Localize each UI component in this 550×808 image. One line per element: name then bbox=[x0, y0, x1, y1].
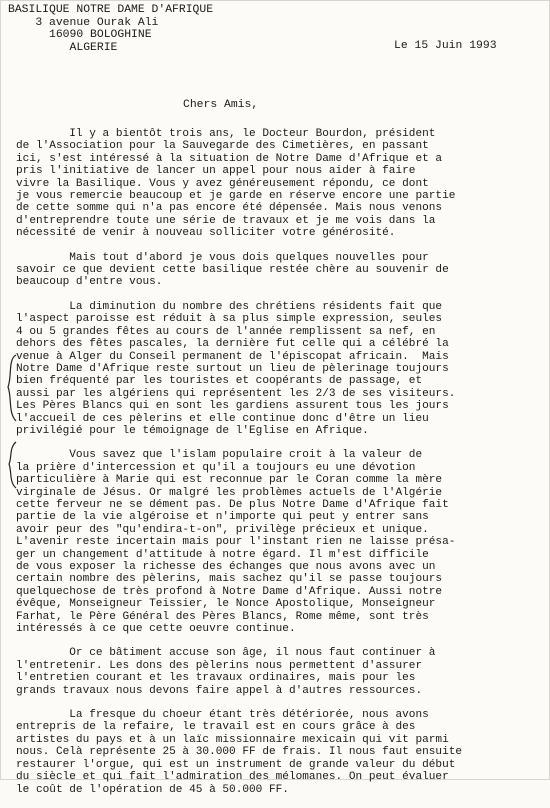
text-line: d'entreprendre toute une série de travaux et je me vois dans la bbox=[16, 214, 436, 227]
sender-street: 3 avenue Ourak Ali bbox=[8, 16, 159, 29]
text-line: privilégié pour le témoignage de l'Eglise en Afrique. bbox=[16, 424, 369, 437]
text-line: Farhat, le Père Général des Pères Blancs, Rome même, sont très bbox=[16, 610, 429, 623]
text-line: ger un changement d'attitude à notre égard. Il m'est difficile bbox=[16, 548, 429, 561]
letter-date: Le 15 Juin 1993 bbox=[394, 40, 497, 52]
text-line: La diminution du nombre des chrétiens résidents fait que bbox=[16, 300, 443, 313]
text-line: du siècle et qui fait l'admiration des mélomanes. On peut évaluer bbox=[16, 771, 449, 784]
text-line: Notre Dame d'Afrique reste surtout un lieu de pèlerinage toujours bbox=[16, 362, 449, 375]
text-line: 4 ou 5 grandes fêtes au cours de l'année remplissent sa nef, en bbox=[16, 325, 436, 338]
text-line: ici, s'est intéressé à la situation de Notre Dame d'Afrique et a bbox=[16, 152, 443, 165]
paragraph-2 bbox=[16, 252, 536, 289]
paragraph-4 bbox=[16, 449, 536, 635]
text-line: la prière d'intercession et qu'il a toujours eu une dévotion bbox=[16, 461, 416, 474]
text-line: intéressés à ce que cette oeuvre continue. bbox=[16, 623, 296, 636]
text-line: savoir ce que devient cette basilique restée chère au souvenir de bbox=[16, 264, 449, 277]
text-line: l'entretien courant et les travaux ordinaires, mais pour les bbox=[16, 672, 416, 685]
text-line: bien fréquenté par les touristes et coopérants de passage, et bbox=[16, 375, 423, 388]
sender-address bbox=[8, 4, 213, 54]
text-line: certain nombre des pèlerins, mais sachez qu'il se passe toujours bbox=[16, 573, 443, 586]
paragraph-3 bbox=[16, 301, 536, 437]
text-line: La fresque du choeur étant très détériorée, nous avons bbox=[16, 709, 429, 722]
text-line: Mais tout d'abord je vous dois quelques nouvelles pour bbox=[16, 251, 429, 264]
paragraph-1 bbox=[16, 128, 536, 240]
text-line: Vous savez que l'islam populaire croit à la valeur de bbox=[16, 449, 423, 462]
text-line: Or ce bâtiment accuse son âge, il nous faut continuer à bbox=[16, 647, 436, 660]
text-line: dehors des fêtes pascales, la dernière fut celle qui a célébré la bbox=[16, 338, 449, 351]
text-line: vivre la Basilique. Vous y avez généreusement répondu, ce dont bbox=[16, 177, 429, 190]
sender-name: BASILIQUE NOTRE DAME D'AFRIQUE bbox=[8, 4, 214, 16]
sender-country: ALGERIE bbox=[8, 41, 118, 54]
text-line: avoir peur des "qu'endira-t-on", privilège précieux et unique. bbox=[16, 523, 429, 536]
paragraph-5 bbox=[16, 647, 536, 697]
sender-city: 16090 BOLOGHINE bbox=[8, 29, 152, 42]
greeting: Chers Amis, bbox=[183, 99, 259, 111]
text-line: quelquechose de très profond à Notre Dame d'Afrique. Aussi notre bbox=[16, 585, 443, 598]
text-line: nous. Celà représente 25 à 30.000 FF de frais. Il nous faut ensuite bbox=[16, 746, 463, 759]
text-line: l'accueil de ces pèlerins et elle continue donc d'être un lieu bbox=[16, 412, 429, 425]
text-line: Il y a bientôt trois ans, le Docteur Bourdon, président bbox=[16, 128, 436, 140]
text-line: virginale de Jésus. Or malgré les problèmes actuels de l'Algérie bbox=[16, 486, 443, 499]
text-line: de l'Association pour la Sauvegarde des Cimetières, en passant bbox=[16, 140, 429, 153]
text-line: de cette somme qui n'a pas encore été dépensée. Mais nous venons bbox=[16, 202, 443, 215]
letter-body bbox=[16, 128, 536, 808]
text-line: l'aspect paroisse est réduit à sa plus simple expression, seules bbox=[16, 313, 443, 326]
text-line: le coût de l'opération de 45 à 50.000 FF. bbox=[16, 783, 289, 796]
text-line: venue à Alger du Conseil permanent de l'épiscopat africain. Mais bbox=[16, 350, 449, 363]
text-line: nécessité de venir à nouveau solliciter votre générosité. bbox=[16, 227, 396, 240]
paragraph-6 bbox=[16, 709, 536, 796]
text-line: artistes du pays et à un laïc missionnaire mexicain qui vit parmi bbox=[16, 733, 449, 746]
text-line: Les Pères Blancs qui en sont les gardiens assurent tous les jours bbox=[16, 400, 449, 413]
text-line: évêque, Monseigneur Teissier, le Nonce Apostolique, Monseigneur bbox=[16, 598, 436, 611]
text-line: de vous exposer la richesse des échanges que nous avons avec un bbox=[16, 561, 436, 573]
text-line: aussi par les algériens qui représentent les 2/3 de ses visiteurs. bbox=[16, 387, 456, 400]
text-line: entrepris de la refaire, le travail est en cours grâce à des bbox=[16, 721, 416, 734]
text-line: partie de la vie algéroise et n'importe qui peut y entrer sans bbox=[16, 511, 429, 524]
text-line: beaucoup d'entre vous. bbox=[16, 276, 163, 289]
text-line: grands travaux nous devons faire appel à d'autres ressources. bbox=[16, 684, 423, 697]
text-line: l'entretenir. Les dons des pèlerins nous permettent d'assurer bbox=[16, 659, 423, 672]
text-line: je vous remercie beaucoup et je garde en réserve encore une partie bbox=[16, 190, 456, 203]
text-line: L'avenir reste incertain mais pour l'instant rien ne laisse présa- bbox=[16, 536, 456, 549]
text-line: cette ferveur ne se dément pas. De plus Notre Dame d'Afrique fait bbox=[16, 498, 449, 511]
text-line: restaurer l'orgue, qui est un instrument de grande valeur du début bbox=[16, 758, 456, 771]
text-line: particulière à Marie qui est reconnue par le Coran comme la mère bbox=[16, 474, 443, 487]
text-line: pris l'initiative de lancer un appel pour nous aider à faire bbox=[16, 165, 416, 178]
